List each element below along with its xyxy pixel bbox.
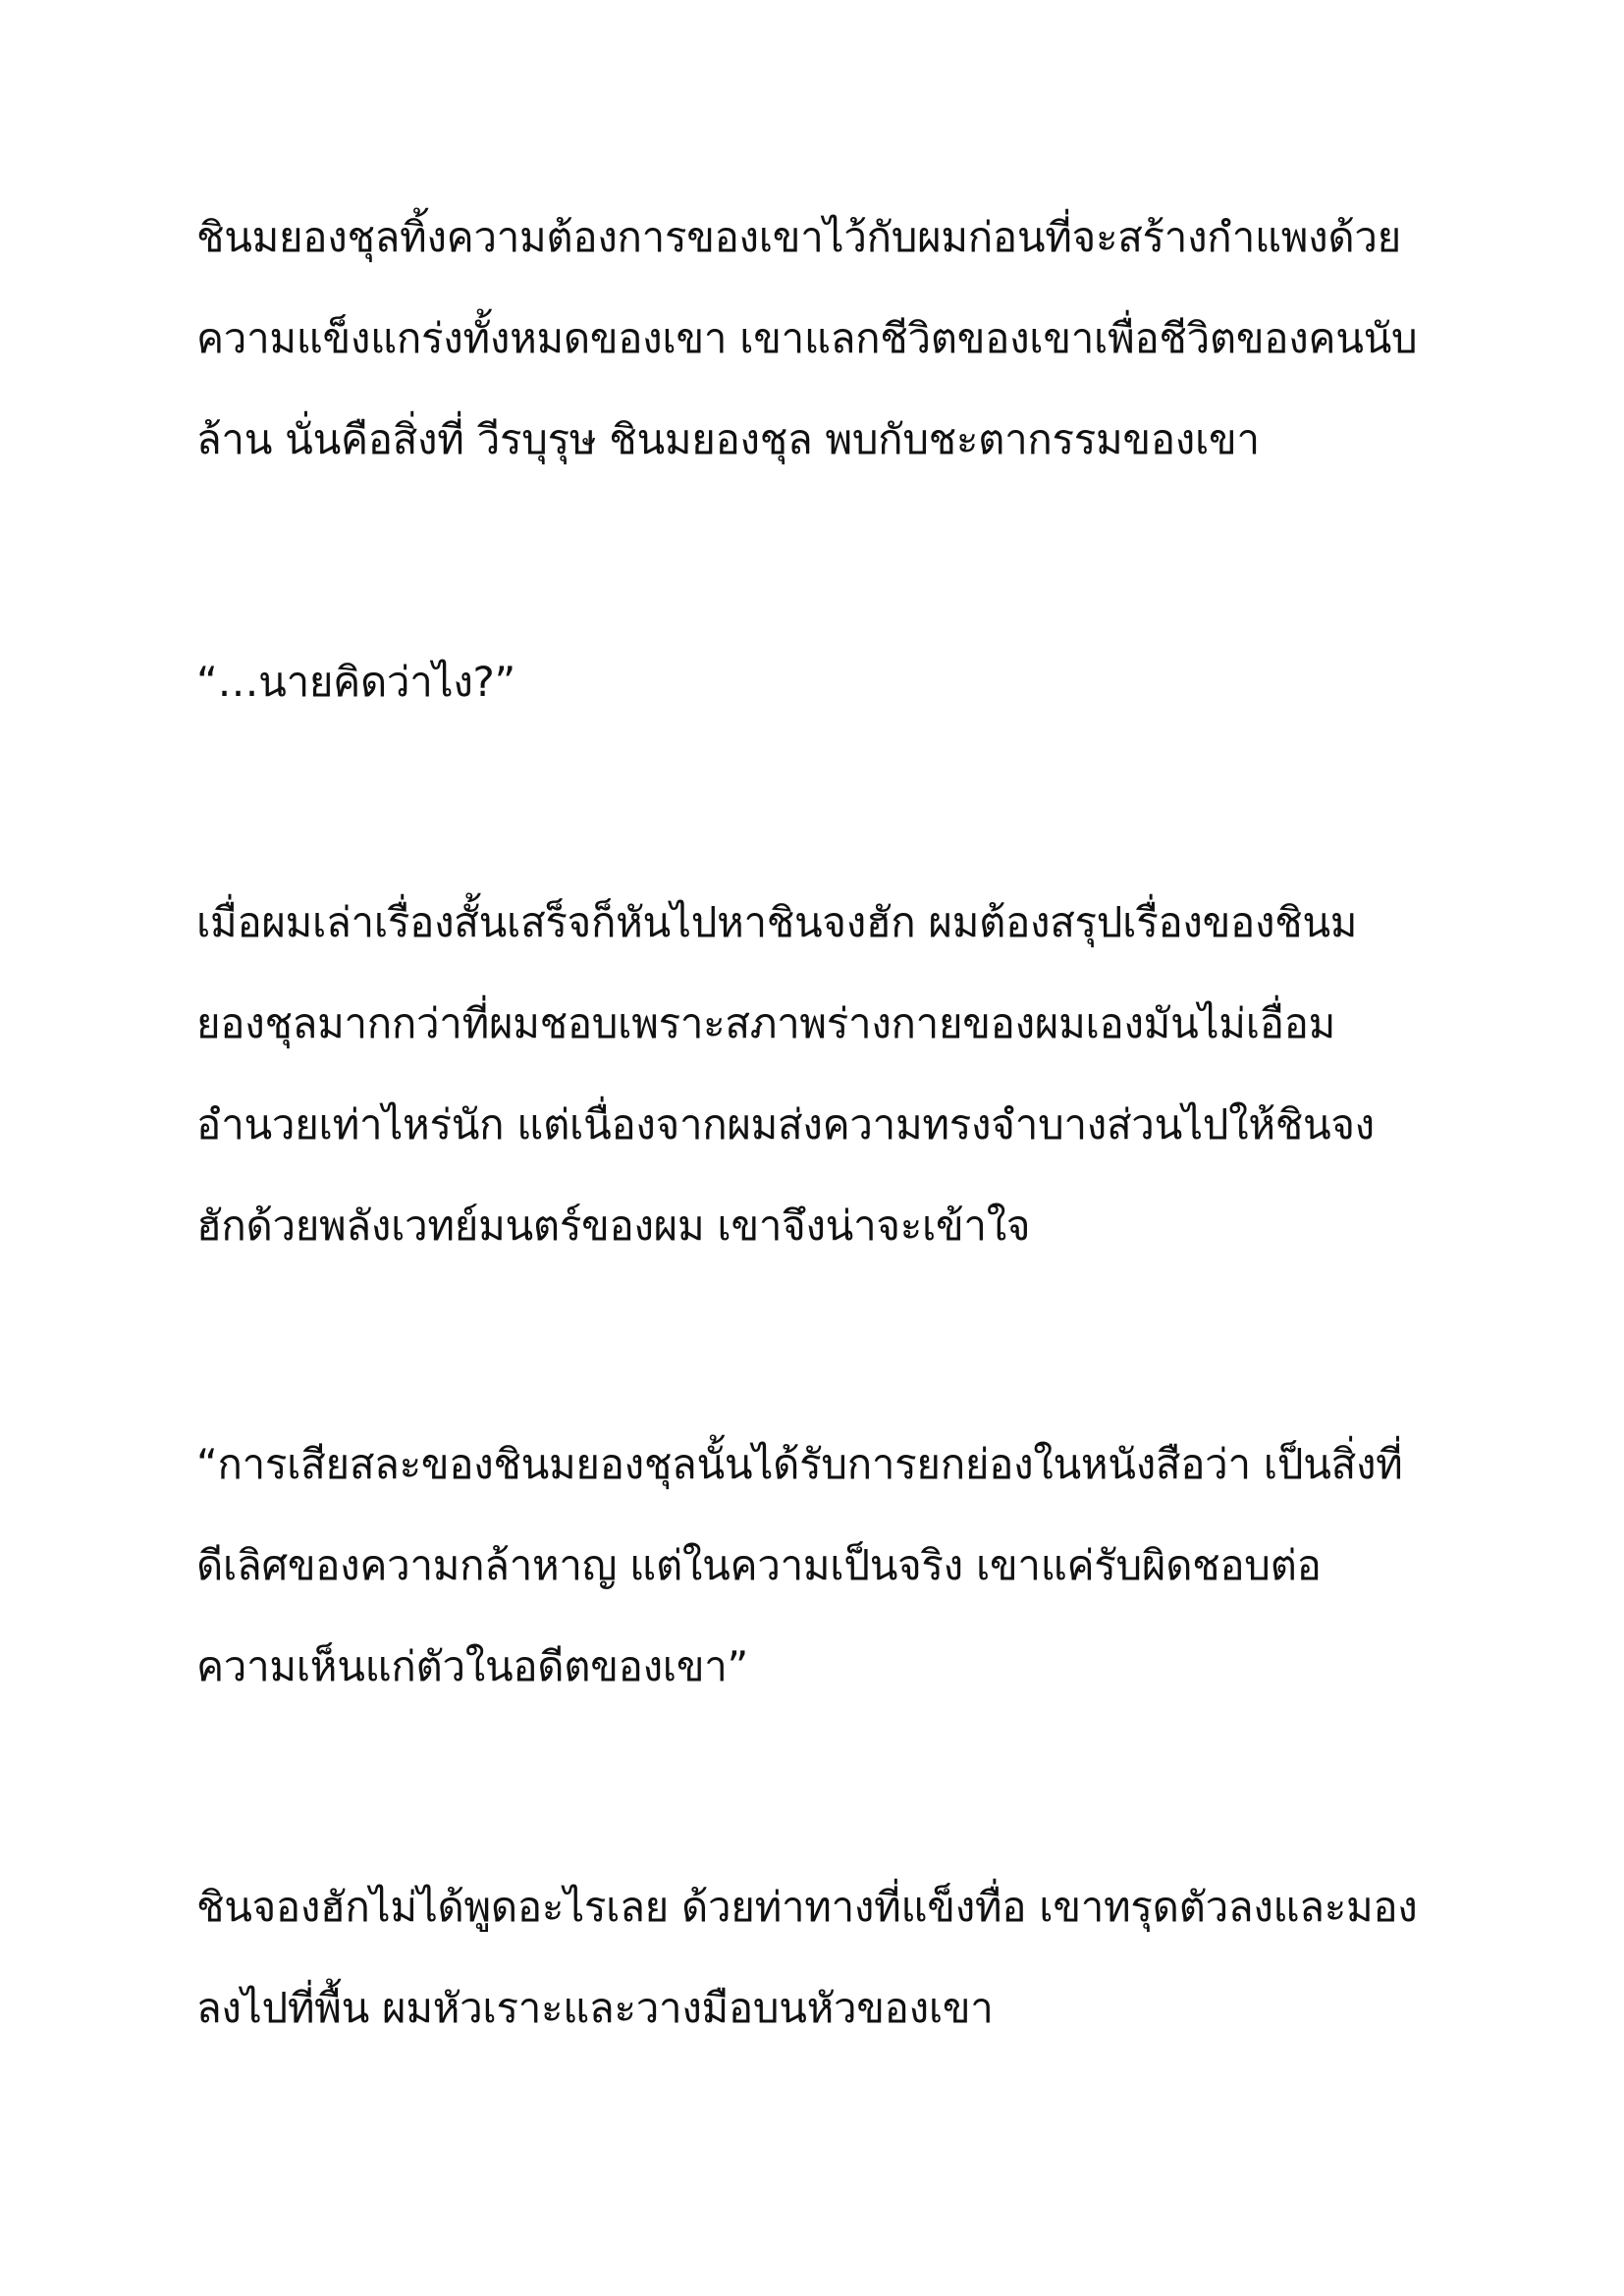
paragraph-4-line-2: ดีเลิศของความกล้าหาญ แต่ในความเป็นจริง เขาแค่รับผิดชอบต่อ [196, 1541, 1322, 1589]
paragraph-2-line-1: “…นายคิดว่าไง?” [196, 658, 515, 706]
paragraph-1-line-1: ชินมยองชุลทิ้งความต้องการของเขาไว้กับผมก่อนที่จะสร้างกำแพงด้วย [196, 213, 1401, 261]
paragraph-3-line-2: ยองชุลมากกว่าที่ผมชอบเพราะสภาพร่างกายของผมเองมันไม่เอื่อม [196, 999, 1335, 1047]
paragraph-3-line-3: อำนวยเท่าไหร่นัก แต่เนื่องจากผมส่งความทรงจำบางส่วนไปให้ชินจง [196, 1100, 1375, 1148]
paragraph-5-line-1: ชินจองฮักไม่ได้พูดอะไรเลย ด้วยท่าทางที่แข็งทื่อ เขาทรุดตัวลงและมอง [196, 1883, 1418, 1931]
paragraph-3-line-4: ฮักด้วยพลังเวทย์มนตร์ของผม เขาจึงน่าจะเข้าใจ [196, 1201, 1031, 1250]
paragraph-3-line-1: เมื่อผมเล่าเรื่องสั้นเสร็จก็หันไปหาชินจงฮัก ผมต้องสรุปเรื่องของชินม [196, 898, 1358, 946]
paragraph-4-line-1: “การเสียสละของชินมยองชุลนั้นได้รับการยกย่องในหนังสือว่า เป็นสิ่งที่ [196, 1440, 1403, 1488]
paragraph-1-line-3: ล้าน นั่นคือสิ่งที่ วีรบุรุษ ชินมยองชุล พบกับชะตากรรมของเขา [196, 415, 1260, 463]
paragraph-5-line-2: ลงไปที่พื้น ผมหัวเราะและวางมือบนหัวของเขา [196, 1984, 994, 2032]
paragraph-1-line-2: ความแข็งแกร่งทั้งหมดของเขา เขาแลกชีวิตของเขาเพื่อชีวิตของคนนับ [196, 314, 1418, 362]
paragraph-4-line-3: ความเห็นแก่ตัวในอดีตของเขา” [196, 1642, 749, 1690]
